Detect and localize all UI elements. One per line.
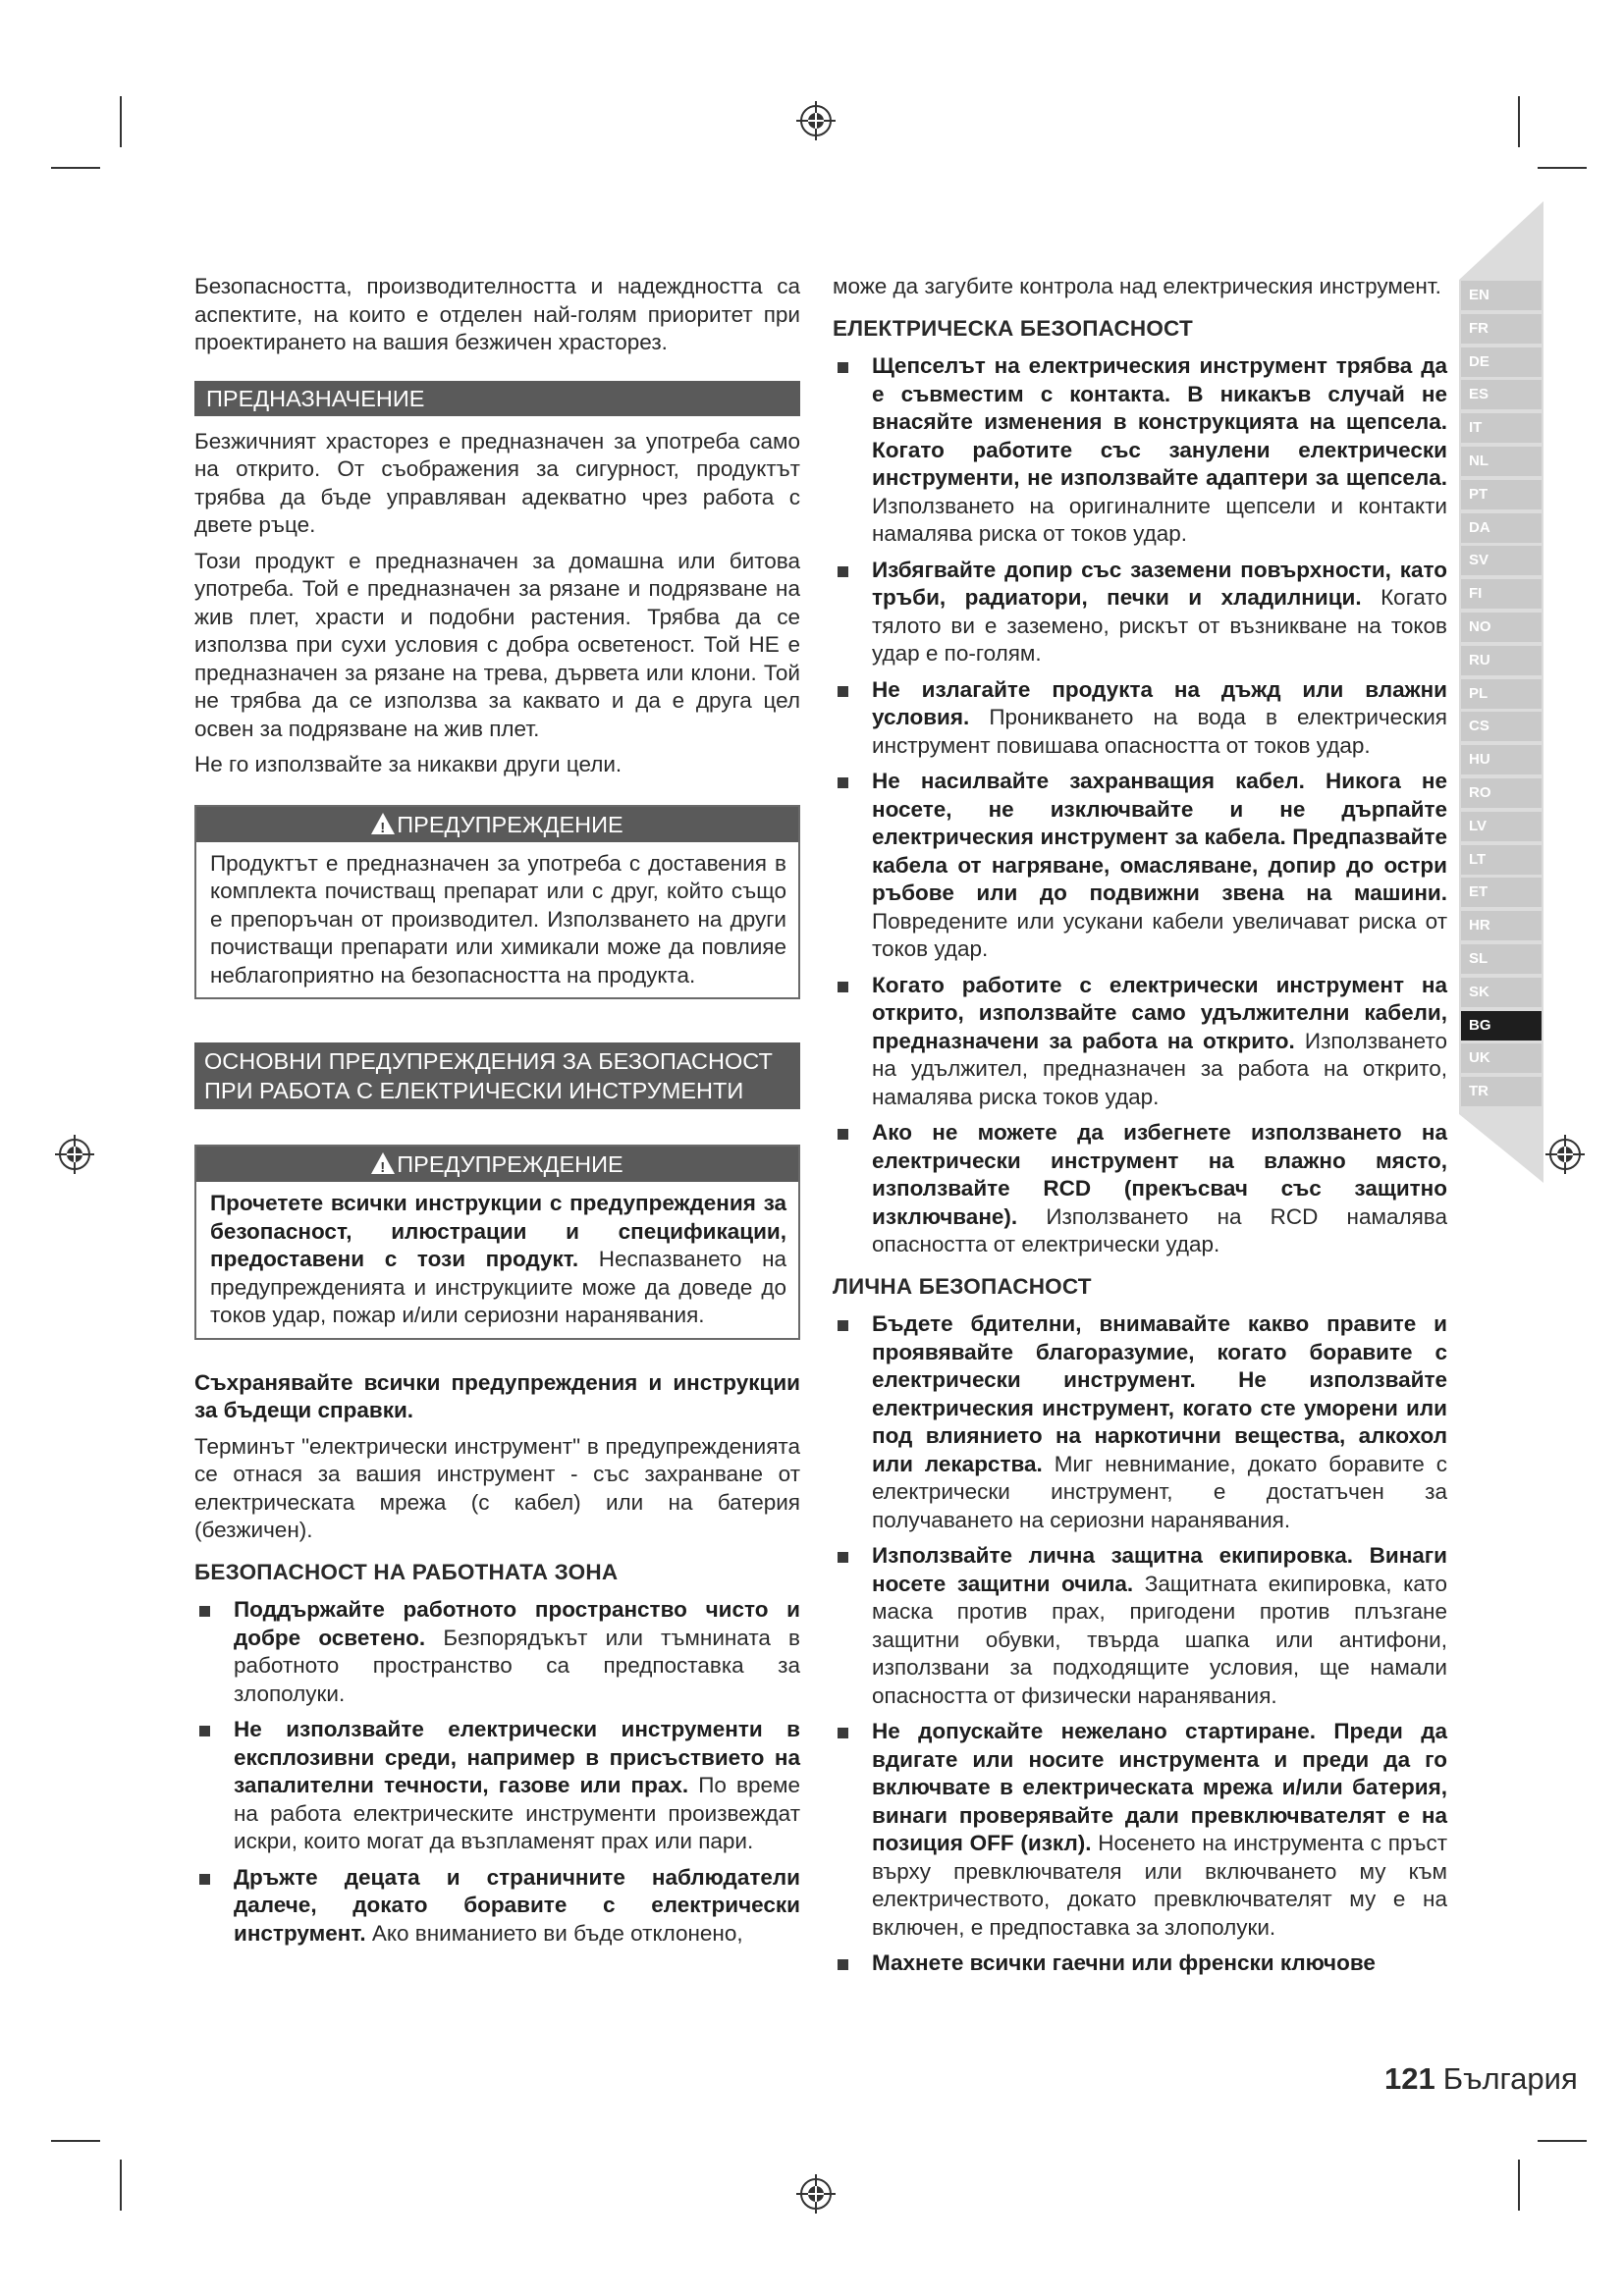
section-general-title-line: ОСНОВНИ ПРЕДУПРЕЖДЕНИЯ ЗА БЕЗОПАСНОСТ [204,1048,773,1074]
crop-mark [120,96,122,147]
crop-mark [1538,2140,1587,2142]
language-tab-bg[interactable]: BG [1461,1011,1542,1041]
bullet-icon [838,777,848,788]
language-tab-no[interactable]: NO [1461,613,1542,642]
list-item [194,1596,800,1708]
warning-box [194,1145,800,1340]
registration-mark-icon [53,1133,96,1176]
registration-mark-icon [1543,1133,1587,1176]
right-column [833,273,1447,1986]
purpose-paragraph: Не го използвайте за никакви други цели. [194,752,623,776]
list-item-bold: Не излагайте продукта на дъжд или влажни условия. [872,676,1447,729]
section-personal-title: ЛИЧНА БЕЗОПАСНОСТ [833,1273,1092,1299]
language-tab-pl[interactable]: PL [1461,679,1542,709]
crop-mark [51,2140,100,2142]
warning-regular-text: Неспазването на предупрежденията и инструкциите може да доведе до токов удар, пожар и/или сериозни наранявания. [210,1247,787,1327]
language-tab-fi[interactable]: FI [1461,579,1542,609]
section-work-area-title: БЕЗОПАСНОСТ НА РАБОТНАТА ЗОНА [194,1559,619,1584]
list-item-bold: Когато работите с електрически инструмент на открито, използвайте само удължителни кабели, предназначени за работа на открито. [872,972,1447,1053]
list-item-text: Повредените или усукани кабели увеличават риска от токов удар. [872,908,1447,961]
warning-text [196,1182,798,1338]
list-item-bold: Поддържайте работното пространство чисто и добре осветено. [234,1597,800,1650]
continued-text: може да загубите контрола над електрическия инструмент. [833,274,1441,298]
list-item [194,1716,800,1856]
keep-instructions [194,1369,800,1425]
warning-bold-text: Прочетете всички инструкции с предупреждения за безопасност, илюстрации и спецификации, предоставени с този продукт. [210,1191,786,1271]
language-tab-fr[interactable]: FR [1461,314,1542,344]
language-tab-en[interactable]: EN [1461,281,1542,310]
list-item-bold: Използвайте лична защитна екипировка. Винаги носете защитни очила. [872,1543,1447,1596]
warning-box [194,805,800,1000]
language-tab-pt[interactable]: PT [1461,480,1542,509]
list-item-bold: Не насилвайте захранващия кабел. Никога не носете, не изключвайте и не дърпайте електрическия инструмент за кабела. Предпазвайте кабела от нагряване, омасляване, допир до остри ръбове или до подвижни звена на машини. [872,769,1447,905]
registration-mark-icon [794,2172,838,2216]
list-item [833,972,1447,1112]
keep-instructions-text: Съхранявайте всички предупреждения и инструкции за бъдещи справки. [194,1369,800,1422]
warning-title [196,1147,798,1182]
work-area-list [194,1596,800,1948]
list-item [833,1718,1447,1942]
warning-exclamation-icon: ! [380,1159,386,1176]
language-tab-hu[interactable]: HU [1461,745,1542,774]
language-tab-es[interactable]: ES [1461,380,1542,409]
list-item-text: Използването на RCD намалява опасността от електрически удар. [872,1203,1447,1256]
language-tab-lv[interactable]: LV [1461,812,1542,841]
list-item-text: Миг невнимание, докато боравите с електрически инструмент, е достатъчен за получаването на сериозни наранявания. [872,1451,1448,1532]
language-tab-sl[interactable]: SL [1461,944,1542,974]
crop-mark [1518,96,1520,147]
language-tab-hr[interactable]: HR [1461,911,1542,940]
language-tab-sv[interactable]: SV [1461,546,1542,575]
purpose-paragraph: Този продукт е предназначен за домашна или битова употреба. Той е предназначен за рязане и подрязване на жив плет, храсти и подобни растения. Трябва да се използва при сухи условия с добра осветеност. Той НЕ е предназначен за рязане на трева, дървета или клони. Той не трябва да се използва за каквато и да е друга цел освен за подрязване на жив плет. [194,548,800,741]
list-item-bold: Ако не можете да избегнете използването на електрически инструмент на влажно място, използвайте RCD (прекъсвач със защитно изключване). [872,1120,1447,1229]
language-tab-de[interactable]: DE [1461,347,1542,377]
list-item-bold: Бъдете бдителни, внимавайте какво правите и проявявайте благоразумие, когато боравите с електрически инструмент. Не използвайте електрическия инструмент, когато сте уморени или под влиянието на наркотични вещества, алкохол или лекарства. [872,1311,1447,1476]
bullet-icon [838,1728,848,1738]
list-item-text: Използването на оригиналните щепсели и контакти намалява риска от токов удар. [872,493,1447,546]
list-item [833,1542,1447,1710]
list-item [833,1949,1447,1978]
registration-mark-icon [794,99,838,142]
list-item-text: По време на работа електрическите инструменти произвеждат искри, които могат да възпламенят прах или пари. [234,1773,800,1853]
crop-mark [1518,2160,1520,2211]
warning-exclamation-icon: ! [380,819,386,836]
bullet-icon [838,1959,848,1970]
crop-mark [120,2160,122,2211]
list-item [833,768,1447,964]
warning-text: Продуктът е предназначен за употреба с доставения в комплекта почистващ препарат или с друг, който също е препоръчан от производител. Използването на други почистващи препарати или химикали може да повлияе неблагоприятно на безопасността на продукта. [210,850,786,988]
page-number: 121 [1384,2061,1435,2096]
bullet-icon [838,362,848,373]
list-item [833,1119,1447,1259]
section-purpose-title: ПРЕДНАЗНАЧЕНИЕ [194,381,800,416]
crop-mark [1538,167,1587,169]
list-item [833,1310,1447,1534]
section-electrical-title: ЕЛЕКТРИЧЕСКА БЕЗОПАСНОСТ [833,315,1193,341]
list-item-bold: Дръжте децата и страничните наблюдатели далече, докато боравите с електрически инструмент. [234,1864,800,1946]
bullet-icon [838,982,848,992]
electrical-list [833,352,1447,1259]
bullet-icon [838,1129,848,1140]
bullet-icon [838,566,848,577]
list-item [833,352,1447,549]
language-tab-lt[interactable]: LT [1461,845,1542,875]
personal-list [833,1310,1447,1978]
list-item-text: Безпорядъкът или тъмнината в работното пространство са предпоставка за злополуки. [234,1625,800,1706]
left-column [194,273,800,1955]
language-tab-nl[interactable]: NL [1461,447,1542,476]
warning-title-text: ПРЕДУПРЕЖДЕНИЕ [397,811,623,837]
list-item-text: Използването на удължител, предназначен за работа на открито, намалява риска токов удар. [872,1028,1448,1109]
country-name: България [1442,2061,1578,2096]
purpose-paragraph: Безжичният храсторез е предназначен за употреба само на открито. От съображения за сигурност, продуктът трябва да бъде управляван адекватно чрез работа с двете ръце. [194,428,800,537]
language-tab-et[interactable]: ET [1461,878,1542,907]
warning-title-text: ПРЕДУПРЕЖДЕНИЕ [397,1151,623,1177]
bullet-icon [838,1552,848,1563]
bullet-icon [199,1606,210,1617]
language-tab-ro[interactable]: RO [1461,778,1542,808]
list-item-text: Защитната екипировка, като маска против прах, пригодени против плъзгане защитни обувки, твърда шапка или антифони, използвани за подходящите условия, ще намали опасността от физически наранявания. [872,1571,1447,1708]
list-item-text: Ако вниманието ви бъде отклонено, [365,1920,743,1946]
intro-text: Безопасността, производителността и надеждността са аспектите, на които е отделен най-голям приоритет при проектирането на вашия безжичен храсторез. [194,274,800,354]
language-tab-uk[interactable]: UK [1461,1043,1542,1073]
language-tab-it[interactable]: IT [1461,413,1542,443]
language-tab-tr[interactable]: TR [1461,1077,1542,1106]
language-tab-ru[interactable]: RU [1461,646,1542,675]
language-tab-da[interactable]: DA [1461,513,1542,543]
section-general-title-line: ПРИ РАБОТА С ЕЛЕКТРИЧЕСКИ ИНСТРУМЕНТИ [204,1078,744,1103]
list-item-bold: Не допускайте нежелано стартиране. Преди да вдигате или носите инструмента и преди да го включвате в електрическата мрежа и/или батерия, винаги проверявайте дали превключвателят е на позиция OFF (изкл). [872,1719,1447,1855]
page-footer [1384,2061,1578,2097]
section-general-title [194,1042,800,1109]
list-item-text: Когато тялото ви е заземено, рискът от възникване на токов удар е по-голям. [872,585,1447,666]
list-item-bold: Избягвайте допир със заземени повърхности, като тръби, радиатори, печки и хладилници. [872,557,1447,610]
bullet-icon [838,686,848,697]
bullet-icon [199,1726,210,1736]
term-definition: Терминът "електрически инструмент" в предупрежденията се отнася за вашия инструмент - със захранване от електрическата мрежа (с кабел) или на батерия (безжичен). [194,1433,800,1542]
list-item-text: Проникването на вода в електрическия инструмент повишава опасността от токов удар. [872,705,1447,758]
list-item-bold: Не използвайте електрически инструменти в експлозивни среди, например в присъствието на запалителни течности, газове или прах. [234,1717,800,1797]
list-item [833,676,1447,761]
list-item-bold: Щепселът на електрическия инструмент трябва да е съвместим с контакта. В никакъв случай не внасяйте изменения в конструкцията на щепсела. Когато работите със занулени електрически инструменти, не използвайте адаптери за щепсела. [872,353,1447,490]
list-item-bold: Махнете всички гаечни или френски ключове [872,1950,1376,1975]
list-item [194,1864,800,1949]
list-item [833,557,1447,668]
bullet-icon [838,1320,848,1331]
list-item-text: Носенето на инструмента с пръст върху превключвателя или включването му към електричеството, докато превключвателят му е на включен, е предпоставка за злополуки. [872,1831,1448,1940]
language-tab-cs[interactable]: CS [1461,712,1542,741]
language-tab-sk[interactable]: SK [1461,978,1542,1007]
warning-title [196,807,798,842]
bullet-icon [199,1874,210,1885]
crop-mark [51,167,100,169]
